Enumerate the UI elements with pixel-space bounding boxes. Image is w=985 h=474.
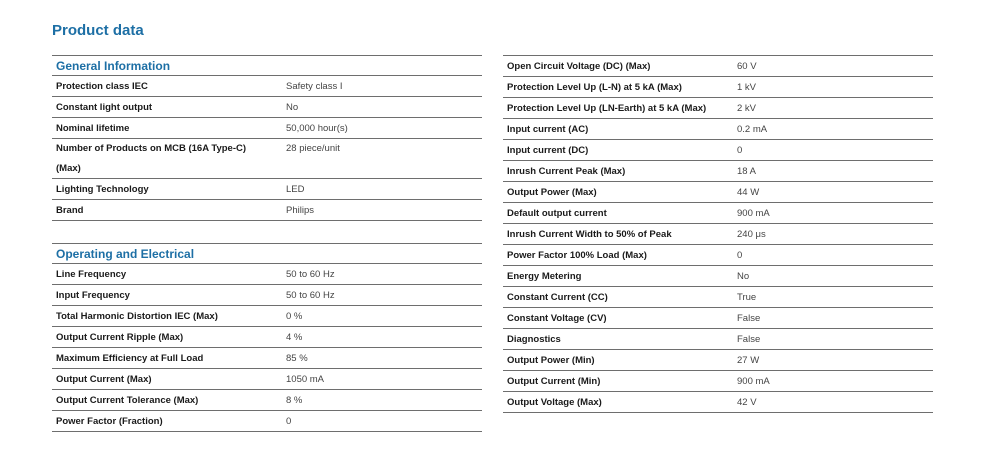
row-label: Diagnostics — [507, 333, 561, 345]
row-label: Nominal lifetime — [56, 122, 130, 134]
row-label: Constant Voltage (CV) — [507, 312, 607, 324]
table-row — [52, 305, 482, 326]
row-label: Total Harmonic Distortion IEC (Max) — [56, 310, 218, 322]
table-row — [503, 202, 933, 223]
row-label: Input Frequency — [56, 289, 130, 301]
row-label: Maximum Efficiency at Full Load — [56, 352, 204, 364]
row-value: 900 mA — [737, 207, 770, 219]
row-value: 900 mA — [737, 375, 770, 387]
row-value: 8 % — [286, 394, 303, 406]
row-label: Power Factor (Fraction) — [56, 415, 163, 427]
row-value: False — [737, 333, 761, 345]
row-label: Protection class IEC — [56, 80, 148, 92]
row-value: True — [737, 291, 757, 303]
section-header-general — [52, 55, 482, 75]
row-value: 0.2 mA — [737, 123, 768, 135]
row-value: 2 kV — [737, 102, 757, 114]
row-label: Protection Level Up (L-N) at 5 kA (Max) — [507, 81, 682, 93]
row-label: Constant Current (CC) — [507, 291, 608, 303]
row-value: 18 A — [737, 165, 757, 177]
table-row — [503, 349, 933, 370]
table-row — [503, 244, 933, 265]
table-row — [52, 410, 482, 431]
row-value: 28 piece/unit — [286, 143, 340, 154]
table-row — [503, 118, 933, 139]
table-row — [503, 55, 933, 76]
section-title: General Information — [56, 58, 171, 73]
row-label: Output Current (Max) — [56, 373, 152, 385]
row-value: 50,000 hour(s) — [286, 122, 348, 134]
row-label: Constant light output — [56, 101, 153, 113]
row-value: 0 — [737, 249, 743, 261]
section-title: Operating and Electrical — [56, 246, 195, 261]
row-value: No — [286, 101, 299, 113]
table-row — [52, 389, 482, 410]
table-row — [503, 223, 933, 244]
table-row — [52, 347, 482, 368]
table-row — [52, 138, 482, 178]
row-label: Output Current Tolerance (Max) — [56, 394, 199, 406]
table-row — [52, 178, 482, 199]
table-row — [503, 160, 933, 181]
row-label-line2: (Max) — [56, 163, 81, 174]
table-bottom-rule — [503, 412, 933, 413]
row-value: 240 μs — [737, 228, 766, 240]
row-value: 4 % — [286, 331, 303, 343]
row-value: 1050 mA — [286, 373, 325, 385]
row-value: False — [737, 312, 761, 324]
left-column — [52, 55, 482, 432]
row-value: 50 to 60 Hz — [286, 289, 335, 301]
table-row — [52, 263, 482, 284]
table-row — [503, 370, 933, 391]
table-row — [503, 307, 933, 328]
row-value: 1 kV — [737, 81, 757, 93]
row-label: Default output current — [507, 207, 607, 219]
row-value: 60 V — [737, 60, 757, 72]
row-label: Energy Metering — [507, 270, 582, 282]
row-label: Input current (AC) — [507, 123, 589, 135]
table-row — [503, 265, 933, 286]
row-label: Line Frequency — [56, 268, 127, 280]
row-label-line1: Number of Products on MCB (16A Type-C) — [56, 143, 247, 154]
row-label: Inrush Current Width to 50% of Peak — [507, 228, 672, 240]
section-header-operating — [52, 243, 482, 263]
row-value: 50 to 60 Hz — [286, 268, 335, 280]
row-label — [52, 139, 282, 179]
table-row — [503, 139, 933, 160]
row-label: Lighting Technology — [56, 183, 149, 195]
row-value: 0 — [286, 415, 292, 427]
table-row — [52, 368, 482, 389]
table-row — [52, 199, 482, 220]
table-row — [52, 117, 482, 138]
row-value: Philips — [286, 204, 314, 216]
row-value: LED — [286, 183, 305, 195]
page-title: Product data — [52, 22, 144, 39]
row-value: No — [737, 270, 750, 282]
row-value: Safety class I — [286, 80, 343, 92]
table-row — [52, 284, 482, 305]
table-row — [52, 96, 482, 117]
row-label: Protection Level Up (LN-Earth) at 5 kA (Max) — [507, 102, 707, 114]
row-label: Power Factor 100% Load (Max) — [507, 249, 647, 261]
table-row — [52, 75, 482, 96]
row-label: Output Power (Min) — [507, 354, 595, 366]
right-column — [503, 55, 933, 413]
row-label: Inrush Current Peak (Max) — [507, 165, 626, 177]
row-label: Output Current Ripple (Max) — [56, 331, 184, 343]
section-spacer — [52, 220, 482, 243]
row-label: Output Power (Max) — [507, 186, 597, 198]
table-row — [52, 326, 482, 347]
row-value: 44 W — [737, 186, 760, 198]
row-label: Input current (DC) — [507, 144, 589, 156]
row-label: Open Circuit Voltage (DC) (Max) — [507, 60, 651, 72]
table-row — [503, 328, 933, 349]
row-label: Brand — [56, 204, 84, 216]
row-label: Output Voltage (Max) — [507, 396, 602, 408]
row-value: 85 % — [286, 352, 308, 364]
row-label: Output Current (Min) — [507, 375, 601, 387]
row-value: 27 W — [737, 354, 760, 366]
row-value: 0 % — [286, 310, 303, 322]
row-value: 42 V — [737, 396, 757, 408]
table-row — [503, 181, 933, 202]
table-row — [503, 391, 933, 412]
table-row — [503, 97, 933, 118]
table-bottom-rule — [52, 431, 482, 432]
row-value: 0 — [737, 144, 743, 156]
table-row — [503, 286, 933, 307]
table-row — [503, 76, 933, 97]
